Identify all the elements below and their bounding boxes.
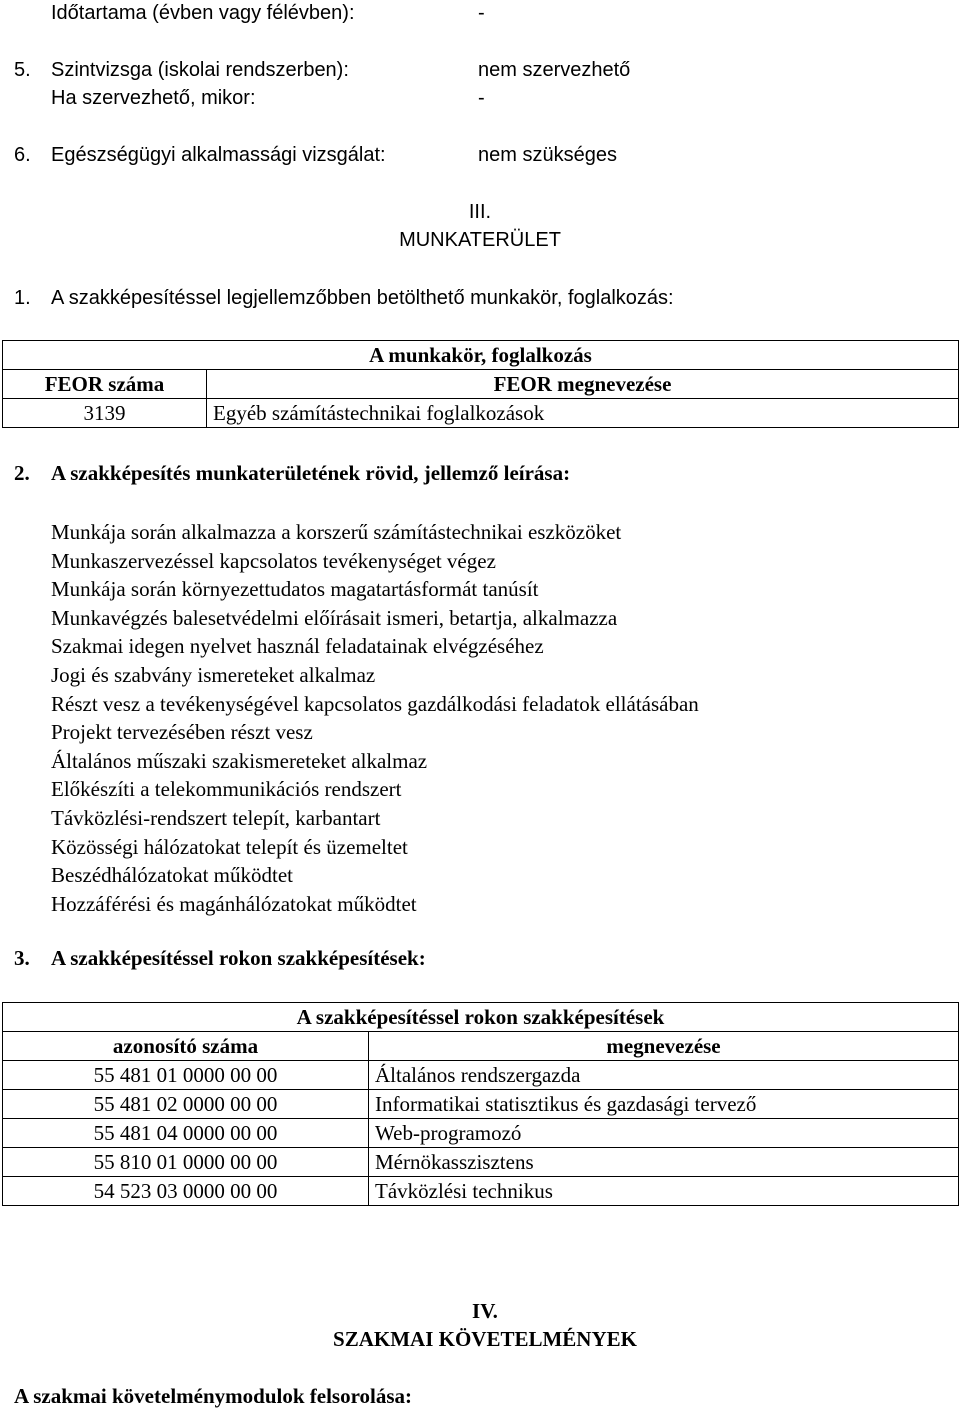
item-5-sub-label: Ha szervezhető, mikor: bbox=[51, 87, 256, 109]
related-id: 55 481 02 0000 00 00 bbox=[3, 1090, 369, 1119]
related-name: Távközlési technikus bbox=[369, 1177, 959, 1206]
related-qualifications-table bbox=[2, 1002, 959, 1206]
item-iii-2-heading: A szakképesítés munkaterületének rövid, jellemző leírása: bbox=[51, 461, 571, 485]
item-iii-1-heading: A szakképesítéssel legjellemzőbben betölthető munkakör, foglalkozás: bbox=[51, 287, 674, 309]
item-6-number: 6. bbox=[14, 144, 31, 166]
item-6-label: Egészségügyi alkalmassági vizsgálat: bbox=[51, 144, 386, 166]
section-iv-roman: IV. bbox=[472, 1299, 498, 1323]
modules-list-heading: A szakmai követelménymodulok felsorolása: bbox=[14, 1384, 413, 1408]
table-row bbox=[3, 1061, 959, 1090]
feor-table-caption: A munkakör, foglalkozás bbox=[3, 341, 959, 370]
feor-header-name: FEOR megnevezése bbox=[207, 370, 959, 399]
feor-code: 3139 bbox=[3, 399, 207, 428]
list-item: Munkája során környezettudatos magatartásformát tanúsít bbox=[51, 577, 539, 602]
list-item: Szakmai idegen nyelvet használ feladatainak elvégzéséhez bbox=[51, 634, 544, 659]
duration-value: - bbox=[478, 2, 485, 24]
related-name: Mérnökasszisztens bbox=[369, 1148, 959, 1177]
list-item: Projekt tervezésében részt vesz bbox=[51, 720, 313, 745]
section-iii-title: MUNKATERÜLET bbox=[399, 229, 561, 251]
item-iii-2-number: 2. bbox=[14, 461, 30, 485]
related-id: 55 481 01 0000 00 00 bbox=[3, 1061, 369, 1090]
duration-label: Időtartama (évben vagy félévben): bbox=[51, 2, 355, 24]
section-iv-title: SZAKMAI KÖVETELMÉNYEK bbox=[333, 1327, 637, 1351]
item-iii-3-heading: A szakképesítéssel rokon szakképesítések: bbox=[51, 946, 426, 970]
list-item: Jogi és szabvány ismereteket alkalmaz bbox=[51, 662, 376, 687]
feor-table-row bbox=[3, 399, 959, 428]
related-table-caption: A szakképesítéssel rokon szakképesítések bbox=[3, 1003, 959, 1032]
list-item: Általános műszaki szakismereteket alkalmaz bbox=[51, 748, 428, 773]
table-row bbox=[3, 1090, 959, 1119]
section-iii-roman: III. bbox=[468, 201, 492, 223]
related-name: Általános rendszergazda bbox=[369, 1061, 959, 1090]
list-item: Beszédhálózatokat működtet bbox=[51, 863, 294, 888]
related-id: 55 481 04 0000 00 00 bbox=[3, 1119, 369, 1148]
related-header-name: megnevezése bbox=[369, 1032, 959, 1061]
item-iii-3-number: 3. bbox=[14, 946, 30, 970]
item-6-value: nem szükséges bbox=[478, 144, 617, 166]
list-item: Közösségi hálózatokat telepít és üzemeltet bbox=[51, 834, 408, 859]
task-list bbox=[51, 518, 699, 918]
related-header-id: azonosító száma bbox=[3, 1032, 369, 1061]
list-item: Munkaszervezéssel kapcsolatos tevékenységet végez bbox=[51, 548, 496, 573]
related-name: Web-programozó bbox=[369, 1119, 959, 1148]
item-5-value: nem szervezhető bbox=[478, 59, 631, 81]
item-5-sub-value: - bbox=[478, 87, 485, 109]
feor-header-code: FEOR száma bbox=[3, 370, 207, 399]
item-5-number: 5. bbox=[14, 59, 31, 81]
list-item: Munkavégzés balesetvédelmi előírásait ismeri, betartja, alkalmazza bbox=[51, 605, 618, 630]
list-item: Távközlési-rendszert telepít, karbantart bbox=[51, 805, 381, 830]
item-iii-1-number: 1. bbox=[14, 287, 31, 309]
related-name: Informatikai statisztikus és gazdasági tervező bbox=[369, 1090, 959, 1119]
item-5-label: Szintvizsga (iskolai rendszerben): bbox=[51, 59, 349, 81]
list-item: Munkája során alkalmazza a korszerű számítástechnikai eszközöket bbox=[51, 520, 622, 544]
related-id: 54 523 03 0000 00 00 bbox=[3, 1177, 369, 1206]
table-row bbox=[3, 1177, 959, 1206]
table-row bbox=[3, 1119, 959, 1148]
feor-table bbox=[2, 340, 959, 428]
list-item: Előkészíti a telekommunikációs rendszert bbox=[51, 777, 402, 802]
related-id: 55 810 01 0000 00 00 bbox=[3, 1148, 369, 1177]
table-row bbox=[3, 1148, 959, 1177]
list-item: Részt vesz a tevékenységével kapcsolatos gazdálkodási feladatok ellátásában bbox=[51, 691, 699, 716]
list-item: Hozzáférési és magánhálózatokat működtet bbox=[51, 891, 417, 916]
feor-name: Egyéb számítástechnikai foglalkozások bbox=[207, 399, 959, 428]
